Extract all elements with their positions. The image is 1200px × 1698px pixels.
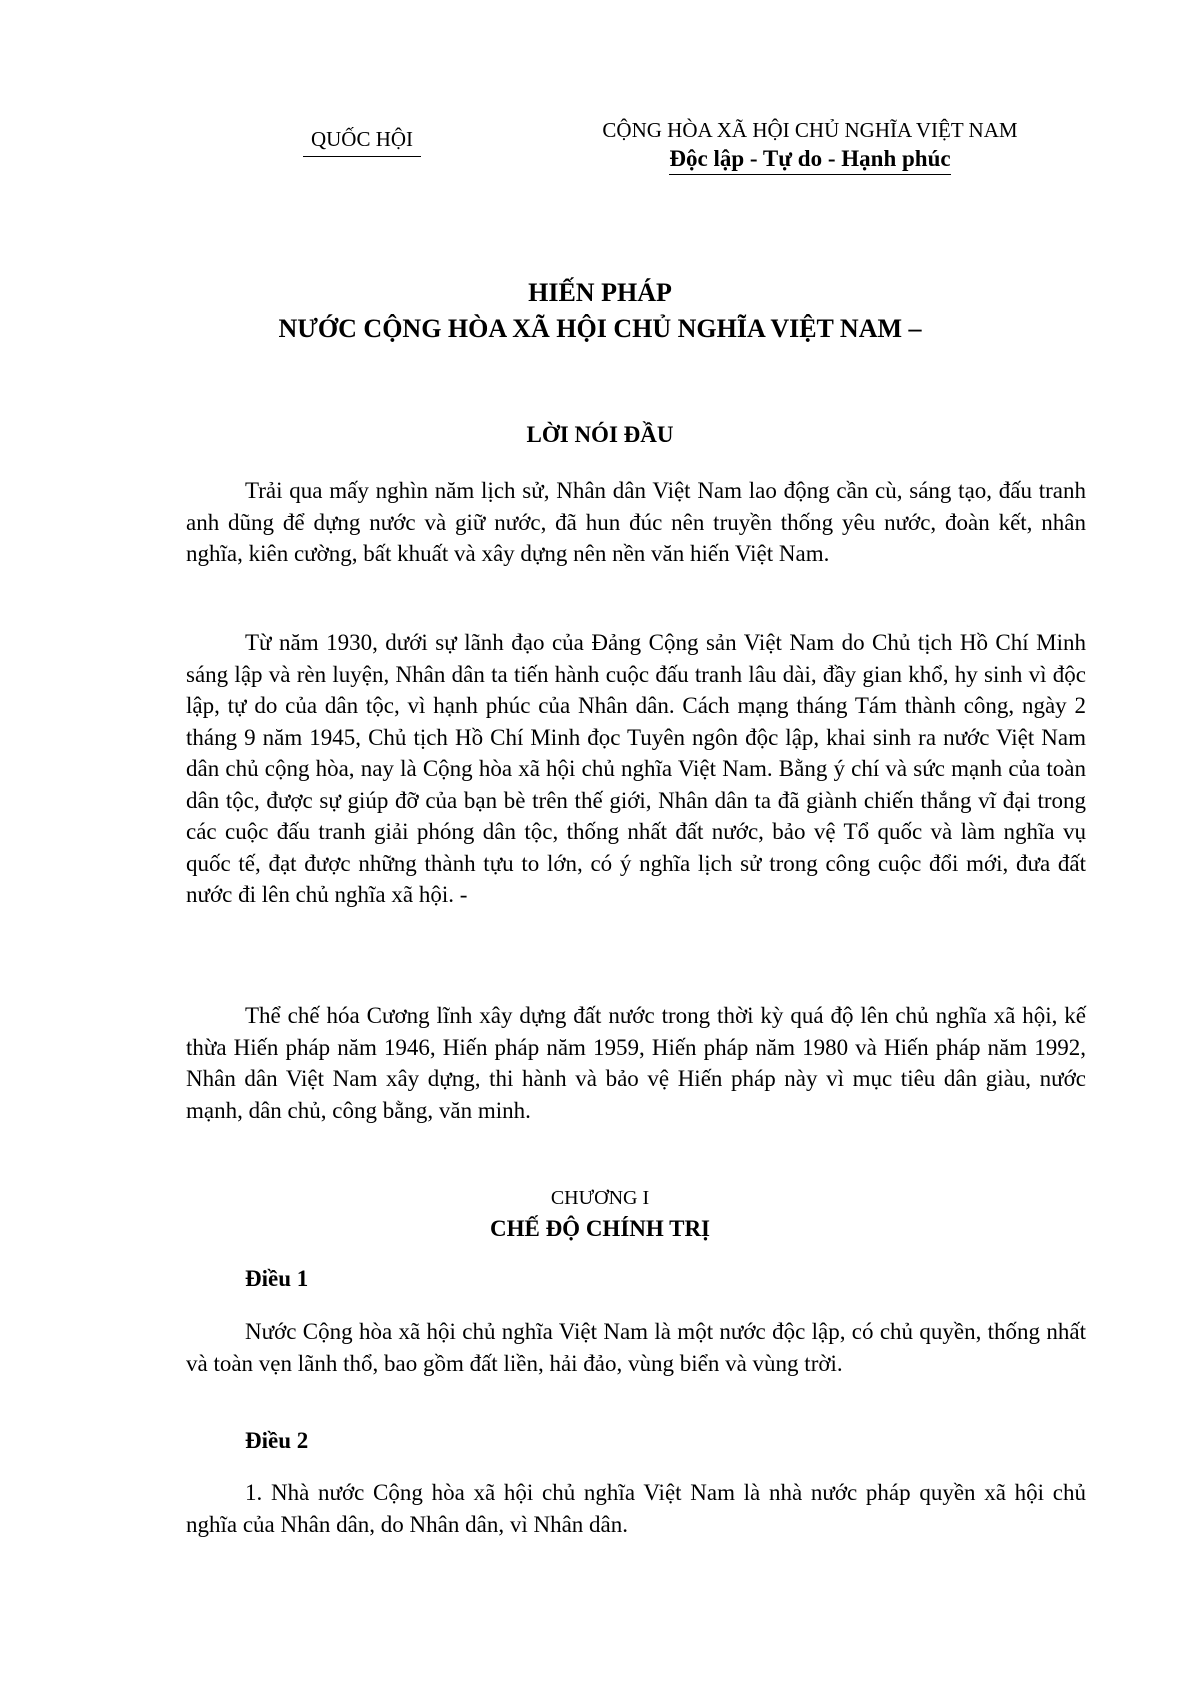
issuing-body-underline: [303, 156, 421, 157]
document-title: [150, 275, 1050, 347]
country-name: CỘNG HÒA XÃ HỘI CHỦ NGHĨA VIỆT NAM: [602, 118, 1018, 142]
chapter-number: CHƯƠNG I: [550, 1187, 650, 1209]
document-title-line-1: HIẾN PHÁP: [528, 278, 672, 307]
article-1-heading: Điều 1: [245, 1266, 309, 1291]
article-1-text: Nước Cộng hòa xã hội chủ nghĩa Việt Nam là một nước độc lập, có chủ quyền, thống nhất và toàn vẹn lãnh thổ, bao gồm đất liền, hải đảo, vùng biển và vùng trời.: [186, 1319, 1086, 1376]
preamble-paragraph-3: Thể chế hóa Cương lĩnh xây dựng đất nước trong thời kỳ quá độ lên chủ nghĩa xã hội, kế thừa Hiến pháp năm 1946, Hiến pháp năm 1959, Hiến pháp năm 1980 và Hiến pháp năm 1992, Nhân dân Việt Nam xây dựng, thi hành và bảo vệ Hiến pháp này vì mục tiêu dân giàu, nước mạnh, dân chủ, công bằng, văn minh.: [186, 1003, 1086, 1123]
issuing-body-name: QUỐC HỘI: [310, 127, 414, 151]
issuing-body: [298, 126, 426, 157]
preamble-paragraph-2: Từ năm 1930, dưới sự lãnh đạo của Đảng Cộng sản Việt Nam do Chủ tịch Hồ Chí Minh sáng lập và rèn luyện, Nhân dân ta tiến hành cuộc đấu tranh lâu dài, đầy gian khổ, hy sinh vì độc lập, tự do của dân tộc, vì hạnh phúc của Nhân dân. Cách mạng tháng Tám thành công, ngày 2 tháng 9 năm 1945, Chủ tịch Hồ Chí Minh đọc Tuyên ngôn độc lập, khai sinh ra nước Việt Nam dân chủ cộng hòa, nay là Cộng hòa xã hội chủ nghĩa Việt Nam. Bằng ý chí và sức mạnh của toàn dân tộc, được sự giúp đỡ của bạn bè trên thế giới, Nhân dân ta đã giành chiến thắng vĩ đại trong các cuộc đấu tranh giải phóng dân tộc, thống nhất đất nước, bảo vệ Tổ quốc và làm nghĩa vụ quốc tế, đạt được những thành tựu to lớn, có ý nghĩa lịch sử trong công cuộc đổi mới, đưa đất nước đi lên chủ nghĩa xã hội. -: [186, 630, 1086, 907]
national-motto: Độc lập - Tự do - Hạnh phúc: [669, 144, 950, 175]
chapter-title: CHẾ ĐỘ CHÍNH TRỊ: [489, 1216, 711, 1241]
national-motto-block: [560, 116, 1060, 175]
article-2-heading: Điều 2: [245, 1428, 309, 1453]
article-2-text: 1. Nhà nước Cộng hòa xã hội chủ nghĩa Việt Nam là nhà nước pháp quyền xã hội chủ nghĩa của Nhân dân, do Nhân dân, vì Nhân dân.: [186, 1480, 1086, 1537]
preamble-paragraph-1: Trải qua mấy nghìn năm lịch sử, Nhân dân Việt Nam lao động cần cù, sáng tạo, đấu tranh anh dũng để dựng nước và giữ nước, đã hun đúc nên truyền thống yêu nước, đoàn kết, nhân nghĩa, kiên cường, bất khuất và xây dựng nên nền văn hiến Việt Nam.: [186, 478, 1086, 566]
preamble-heading: LỜI NÓI ĐẦU: [526, 422, 674, 447]
document-title-line-2: NƯỚC CỘNG HÒA XÃ HỘI CHỦ NGHĨA VIỆT NAM –: [278, 314, 922, 343]
